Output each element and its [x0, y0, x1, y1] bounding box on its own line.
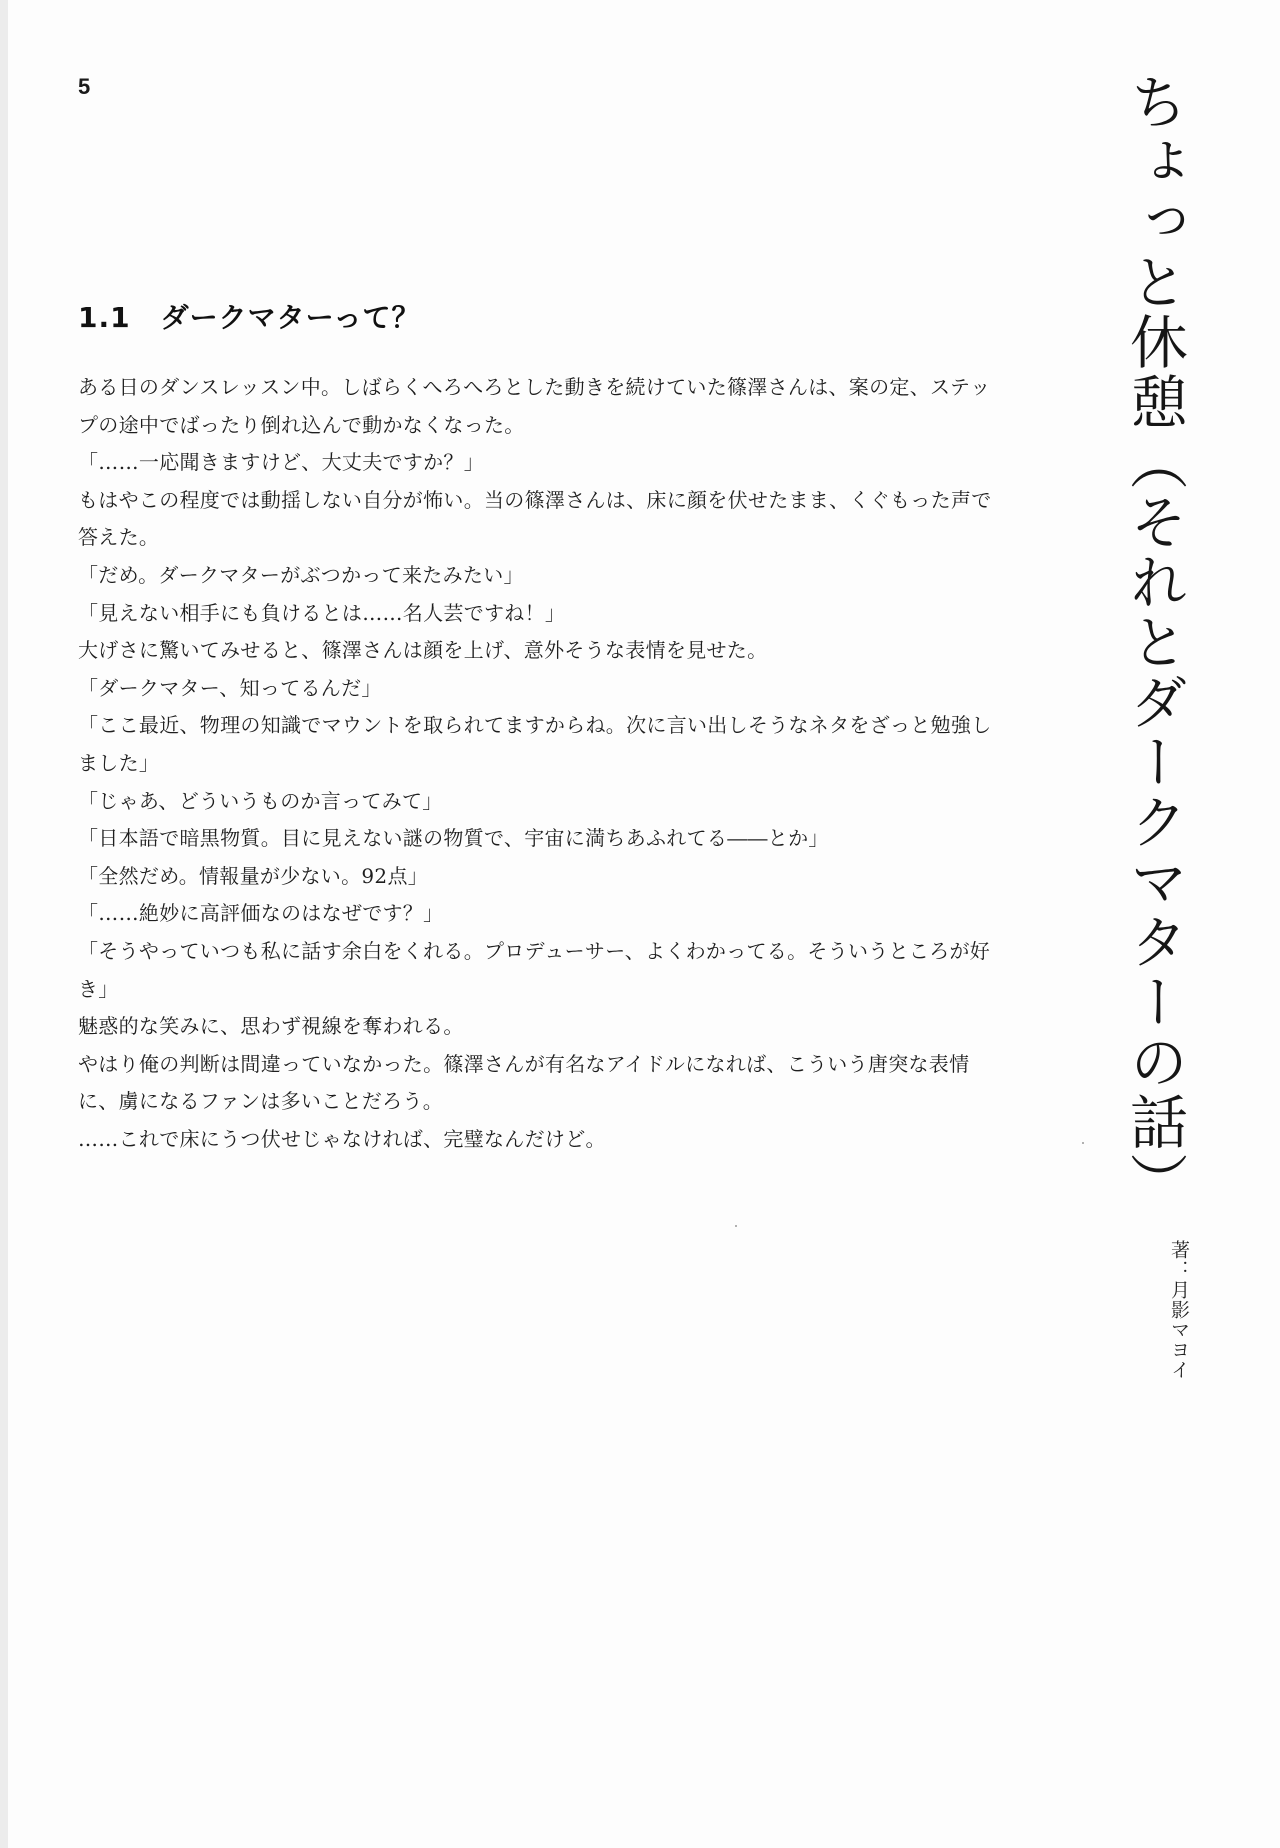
section-title: ダークマターって？	[160, 301, 421, 334]
paragraph: ある日のダンスレッスン中。しばらくへろへろとした動きを続けていた篠澤さんは、案の定、ステップの途中でばったり倒れ込んで動かなくなった。	[78, 375, 991, 437]
paragraph: 「……一応聞きますけど、大丈夫ですか？」	[78, 450, 484, 475]
paragraph: 「そうやっていつも私に話す余白をくれる。プロデューサー、よくわかってる。そういうところが好き」	[78, 938, 991, 1001]
paragraph: もはやこの程度では動揺しない自分が怖い。当の篠澤さんは、床に顔を伏せたまま、くぐもった声で答えた。	[78, 487, 992, 550]
scan-speck	[1082, 1142, 1084, 1144]
author-credit: 著：月影マヨイ	[1168, 1240, 1190, 1380]
paragraph: 魅惑的な笑みに、思わず視線を奪われる。	[78, 1014, 464, 1039]
paragraph: 「ダークマター、知ってるんだ」	[78, 675, 382, 700]
paragraph: 「じゃあ、どういうものか言ってみて」	[78, 788, 443, 813]
page-number: 5	[78, 74, 91, 99]
paragraph: ……これで床にうつ伏せじゃなければ、完璧なんだけど。	[78, 1126, 606, 1151]
paragraph: 大げさに驚いてみせると、篠澤さんは顔を上げ、意外そうな表情を見せた。	[78, 638, 768, 663]
body-text	[78, 369, 998, 1158]
chapter-title: ちょっと休憩（それとダークマターの話）	[1120, 72, 1188, 1212]
paragraph: 「……絶妙に高評価なのはなぜです？」	[78, 901, 444, 926]
section-heading	[78, 296, 421, 336]
paragraph: やはり俺の判断は間違っていなかった。篠澤さんが有名なアイドルになれば、こういう唐突な表情に、虜になるファンは多いことだろう。	[78, 1051, 970, 1114]
paragraph: 「日本語で暗黒物質。目に見えない謎の物質で、宇宙に満ちあふれてる――とか」	[78, 826, 829, 851]
section-number: 1.1	[78, 301, 131, 334]
paragraph: 「見えない相手にも負けるとは……名人芸ですね！」	[78, 600, 566, 625]
paragraph: 「だめ。ダークマターがぶつかって来たみたい」	[78, 562, 524, 587]
paragraph: 「全然だめ。情報量が少ない。92点」	[78, 863, 429, 888]
paragraph: 「ここ最近、物理の知識でマウントを取られてますからね。次に言い出しそうなネタをざっと勉強しました」	[78, 713, 992, 775]
scan-speck	[735, 1225, 737, 1227]
